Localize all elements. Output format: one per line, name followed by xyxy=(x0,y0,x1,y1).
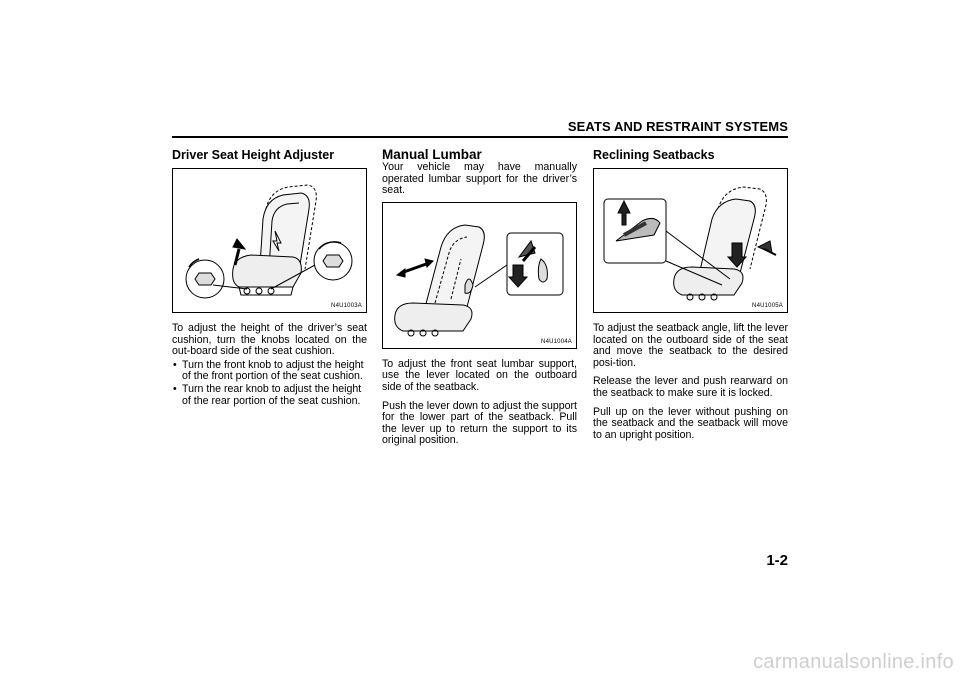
section-title: SEATS AND RESTRAINT SYSTEMS xyxy=(567,119,788,134)
bullet-rear-knob: • Turn the rear knob to adjust the height of the rear portion of the seat cushion. xyxy=(172,384,367,407)
seat-height-illustration xyxy=(173,169,366,312)
bullet-front-knob: • Turn the front knob to adjust the height of the front portion of the seat cushion. xyxy=(172,360,367,383)
paragraph-lumbar-2: Push the lever down to adjust the support for the lower part of the seatback. Pull the lever up to return the support to its original position. xyxy=(382,399,577,447)
watermark: carmanualsonline.info xyxy=(753,651,954,673)
header-rule xyxy=(172,136,788,138)
paragraph-recline-3: Pull up on the lever without pushing on the seatback and the seatback will move to an upright position. xyxy=(593,405,788,441)
recline-illustration xyxy=(594,169,787,312)
heading-reclining-seatbacks: Reclining Seatbacks xyxy=(593,148,715,162)
heading-manual-lumbar: Manual Lumbar xyxy=(382,147,482,162)
column-reclining-seatbacks xyxy=(593,148,788,448)
figure-reclining-seatbacks xyxy=(593,168,788,313)
column-height-adjuster xyxy=(172,148,367,408)
paragraph-height-adjuster: To adjust the height of the driver’s seat cushion, turn the knobs located on the out-board side of the seat cushion. xyxy=(172,322,367,358)
page-number: 1-2 xyxy=(766,552,788,569)
paragraph-recline-1: To adjust the seatback angle, lift the lever located on the outboard side of the seat and move the seatback to the desired posi-tion. xyxy=(593,322,788,369)
lumbar-illustration xyxy=(383,203,576,348)
paragraph-lumbar-intro: Your vehicle may have manually operated lumbar support for the driver’s seat. xyxy=(382,161,577,197)
bullet-list-height xyxy=(172,360,367,407)
paragraph-lumbar-1: To adjust the front seat lumbar support, use the lever located on the outboard side of the seatback. xyxy=(382,357,577,393)
figure-code-3: N4U1005A xyxy=(752,303,783,309)
heading-height-adjuster: Driver Seat Height Adjuster xyxy=(172,148,335,162)
paragraph-recline-2: Release the lever and push rearward on the seatback to make sure it is locked. xyxy=(593,375,788,399)
figure-height-adjuster xyxy=(172,168,367,313)
figure-manual-lumbar xyxy=(382,202,577,349)
figure-code-2: N4U1004A xyxy=(541,338,572,345)
figure-code-1: N4U1003A xyxy=(331,303,362,309)
column-manual-lumbar xyxy=(382,148,577,454)
